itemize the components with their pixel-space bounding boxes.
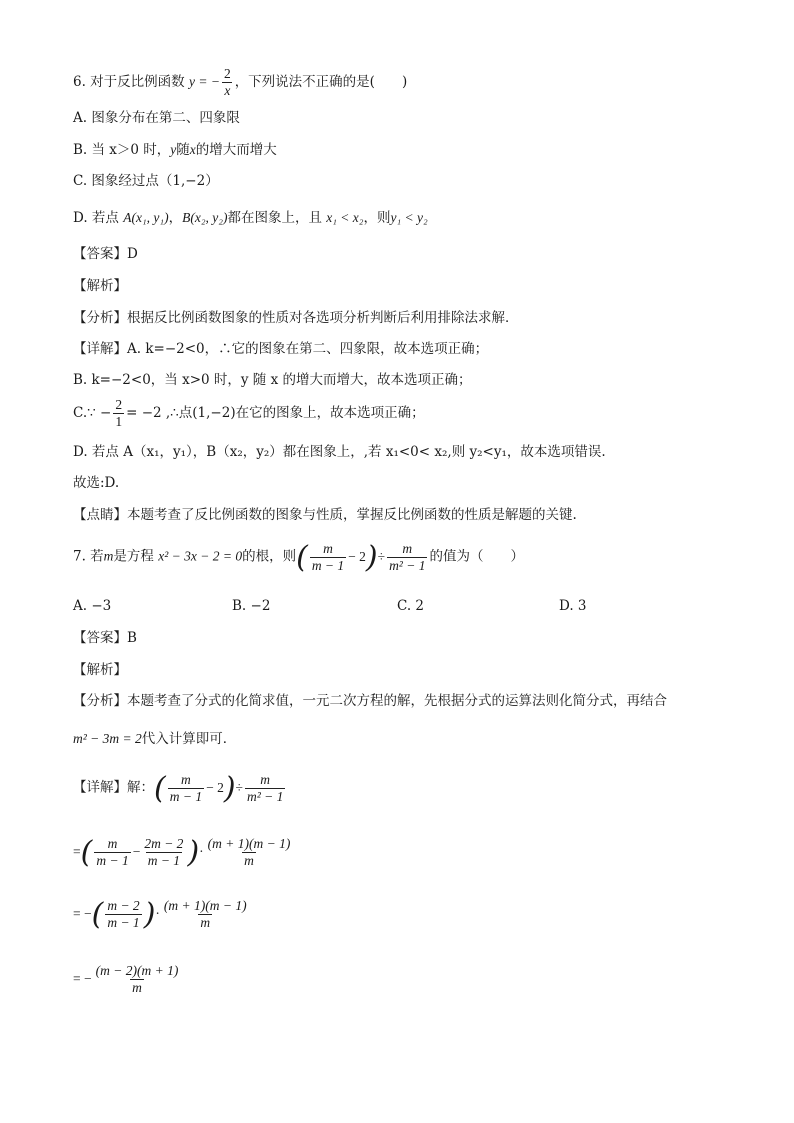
q6-line-d: D. 若点 A（x₁，y₁），B（x₂，y₂）都在图象上，,若 x₁<0< x₂,则 y₂<y₁，故本选项错误.	[73, 444, 606, 460]
q6-func-num: 2	[223, 66, 231, 81]
q6-func-frac	[222, 66, 233, 99]
q7-fenxi-post: 代入计算即可．	[141, 731, 237, 747]
q7-stem-c: 的根，则	[242, 548, 297, 565]
q6-fenxi: 【分析】根据反比例函数图象的性质对各选项分析判断后利用排除法求解．	[73, 310, 519, 326]
q7-step1: =( $\frac{m}{m - 1}$ − $\frac{2m - 2}{m - 1}$ )· $\frac{(m + 1)(m - 1)}{m}$	[73, 834, 291, 870]
q6-answer: 【答案】D	[73, 246, 138, 262]
q6-optb-mid: 随	[176, 142, 190, 158]
q7-answer: 【答案】B	[73, 630, 137, 646]
q7-step3: = − $\frac{(m - 2)(m + 1)}{m}$	[73, 963, 179, 995]
q6-optd-sep: ，	[168, 210, 183, 226]
q6-jiexi: 【解析】	[73, 278, 127, 294]
q7-jiexi: 【解析】	[73, 662, 127, 678]
q6-stem	[73, 66, 407, 99]
q7-xiangjie-label: 【详解】解：	[73, 779, 154, 796]
q7-step0: ( $\frac{m}{m - 1}$ − 2)÷ $\frac{m}{\text{m² − 1}}$	[154, 770, 284, 806]
q6-optb-y: y	[170, 142, 177, 157]
q7-stem-expr: ( $\frac{m}{m - 1}$ − 2)÷ $\frac{m}{\text{m² − 1}}$	[296, 539, 426, 575]
q6-optb-pre: B. 当 x＞0 时，	[73, 142, 171, 158]
q6-stem-suffix: ，下列说法不正确的是( )	[234, 74, 408, 90]
q6-optb-post: 的增大而增大	[195, 142, 277, 158]
q7-stem-a: 7. 若	[73, 548, 104, 565]
q6-optd-mid: 都在图象上，且	[227, 210, 322, 226]
q7-step2: = −( $\frac{m - 2}{m - 1}$ )· $\frac{(m + 1)(m - 1)}{m}$	[73, 896, 247, 932]
q7-option-d: D. 3	[559, 598, 587, 614]
q7-fenxi-line2	[73, 730, 236, 748]
q6-stem-prefix: 6. 对于反比例函数	[73, 74, 185, 90]
q7-stem-m: m	[103, 548, 114, 564]
q7-xiangjie	[73, 772, 287, 805]
q6-option-c: C. 图象经过点（1,−2）	[73, 173, 219, 189]
q6-line-c	[73, 397, 425, 430]
q7-option-a: A. −3	[73, 598, 112, 614]
q7-stem-eq: x² − 3x − 2 = 0	[158, 548, 243, 564]
q6-option-b	[73, 141, 277, 159]
q7-option-c: C. 2	[397, 598, 425, 614]
q6-optd-res: y₁ < y₂	[390, 210, 428, 225]
q7-fenxi: 【分析】本题考查了分式的化简求值，一元二次方程的解，先根据分式的运算法则化简分式，再结合	[73, 693, 667, 709]
q6-optb-x: x	[189, 142, 196, 157]
q6-linec-den: 1	[115, 414, 123, 429]
q6-optd-cond: x₁ < x₂	[326, 210, 364, 225]
q6-guxuan: 故选:D.	[73, 475, 120, 491]
q7-fenxi-eq: m² − 3m = 2	[73, 731, 142, 746]
q7-stem-b: 是方程	[113, 548, 154, 565]
q6-linec-frac	[113, 397, 124, 430]
q6-optd-then: ，则	[363, 210, 391, 226]
q6-option-d	[73, 209, 428, 227]
q6-linec-pre: C.∵ −	[73, 405, 112, 421]
q7-option-b: B. −2	[232, 598, 271, 614]
q6-line-b: B. k=−2<0，当 x>0 时，y 随 x 的增大而增大，故本选项正确；	[73, 372, 472, 388]
q6-xiangjie: 【详解】A. k=−2<0，∴它的图象在第二、四象限，故本选项正确；	[73, 341, 489, 357]
q6-optd-a: A(x₁, y₁)	[123, 210, 169, 225]
q6-optd-pre: D. 若点	[73, 210, 119, 226]
q6-linec-post: = −2 ,∴点(1,−2)在它的图象上，故本选项正确；	[126, 405, 425, 421]
q6-option-a: A. 图象分布在第二、四象限	[73, 110, 240, 126]
q7-stem	[73, 541, 524, 574]
q6-optd-b: B(x₂, y₂)	[182, 210, 228, 225]
q6-func-lhs: y = −	[188, 74, 220, 89]
q6-dianjing: 【点睛】本题考查了反比例函数的图象与性质，掌握反比例函数的性质是解题的关键.	[73, 507, 577, 523]
q7-stem-d: 的值为（ ）	[429, 548, 524, 565]
q6-linec-num: 2	[115, 397, 123, 412]
q6-func-den: x	[224, 83, 231, 98]
